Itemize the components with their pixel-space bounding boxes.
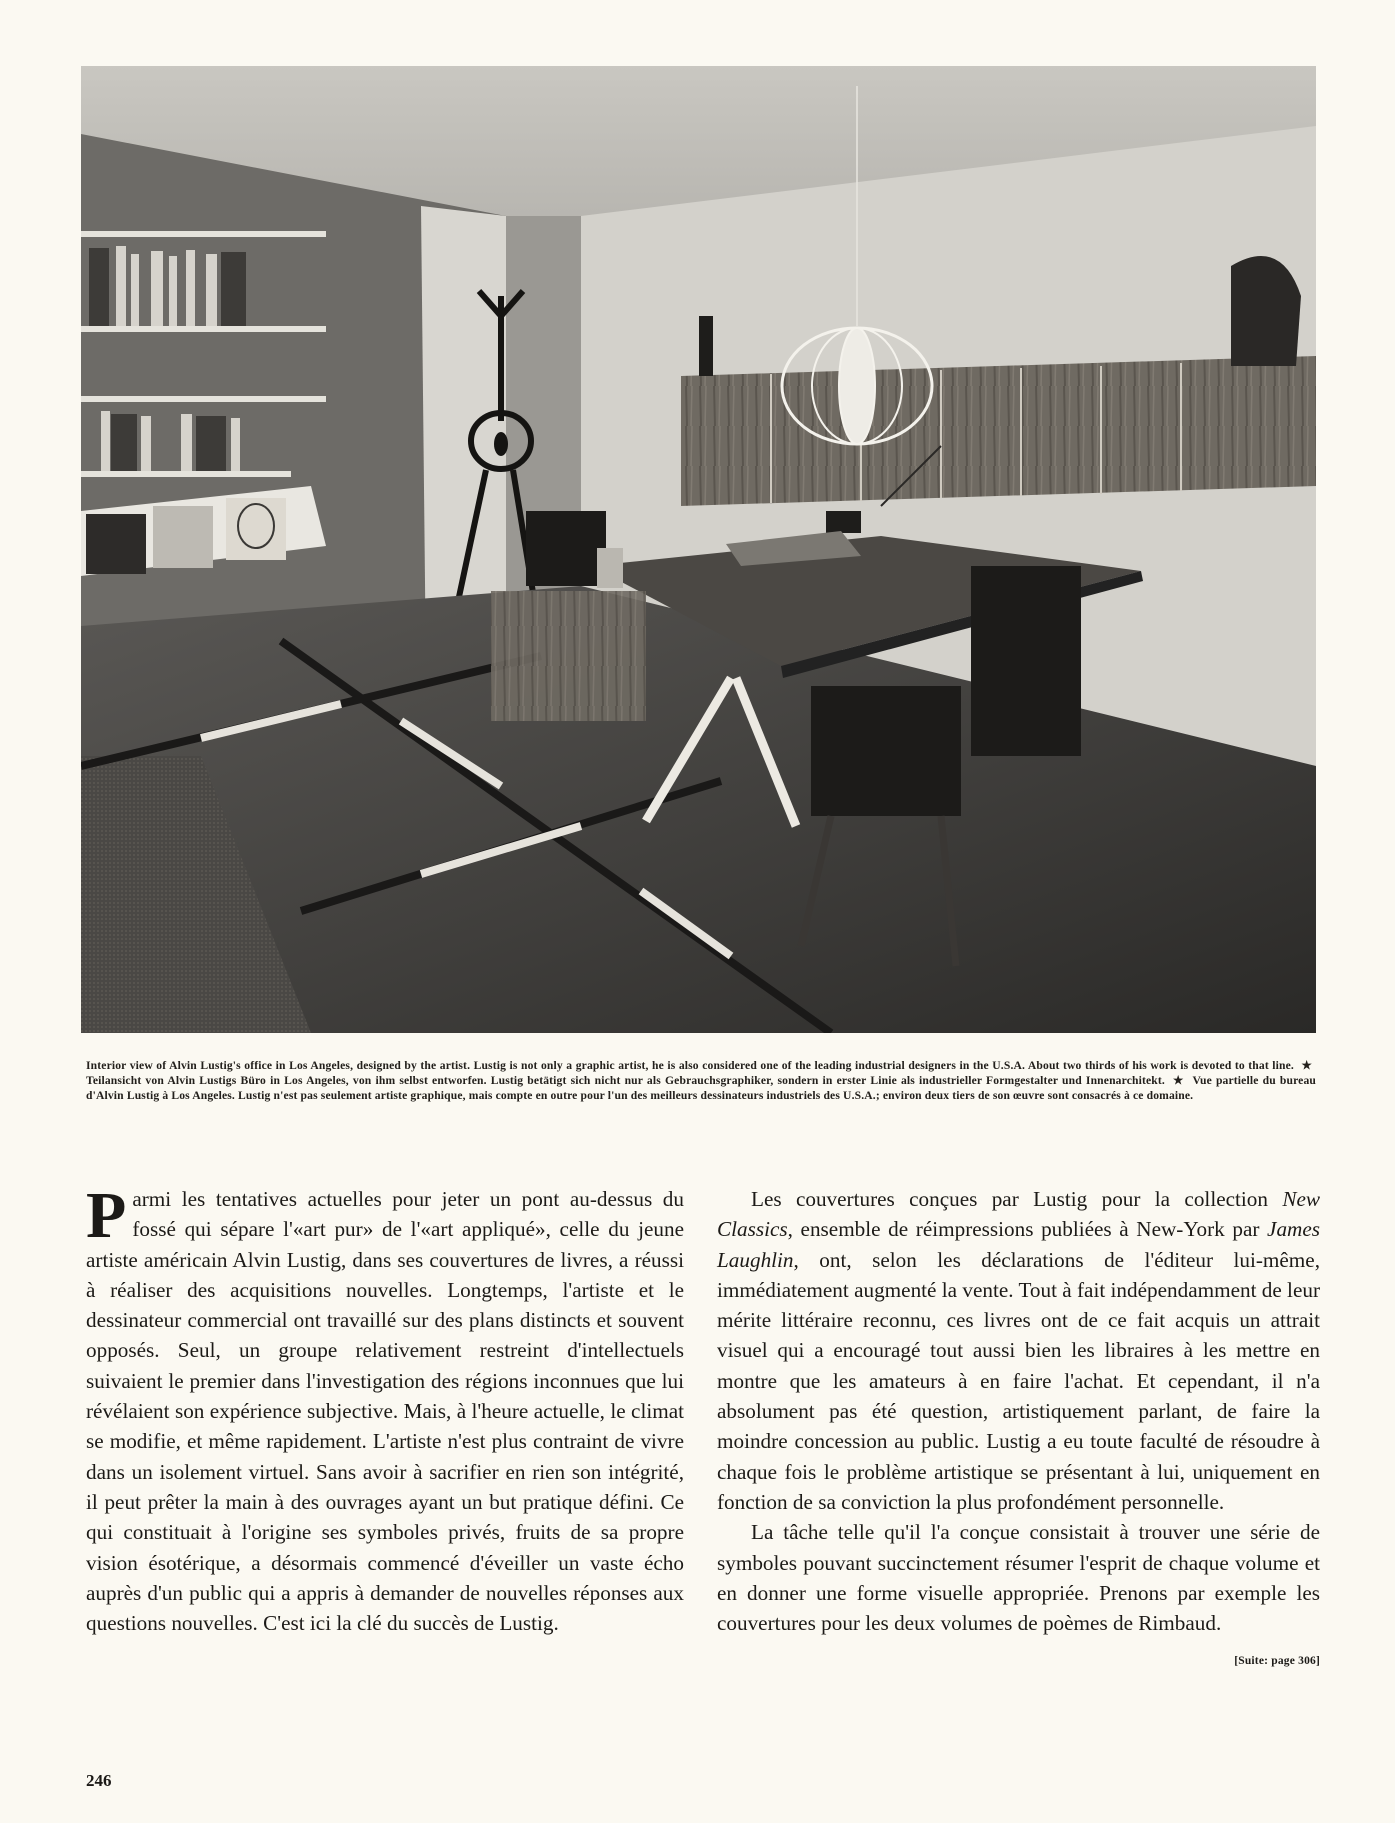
article-paragraph	[86, 1179, 684, 1638]
book-cover-style	[86, 514, 146, 574]
article-column-right	[717, 1184, 1320, 1677]
paragraph-text: , ensemble de réimpressions publiées à New-York par	[787, 1217, 1268, 1242]
caption-french: Vue partielle du bureau d'Alvin Lustig à Los Angeles. Lustig n'est pas seulement artiste graphique, mais compte en outre pour l'un des meilleurs dessinateurs industriels des U.S.A.; environ deux tiers de son œuvre sont consacrés à ce domaine.	[86, 1074, 1317, 1103]
paragraph-text: La tâche telle qu'il l'a conçue consistait à trouver une série de symboles pouvant succinctement résumer l'esprit de chaque volume et en donner une forme visuelle appropriée. Prenons par exemple les couvertures pour les deux volumes de poèmes de Rimbaud.	[717, 1520, 1320, 1636]
continued-on-page-link[interactable]: [Suite: page 306]	[1234, 1655, 1320, 1668]
article-column-left	[86, 1179, 684, 1638]
paragraph-text: Les couvertures conçues par Lustig pour la collection	[751, 1187, 1283, 1211]
star-separator-icon: ★	[1173, 1074, 1185, 1088]
office-interior-photo	[81, 66, 1316, 1033]
star-separator-icon: ★	[1301, 1059, 1312, 1072]
article-paragraph	[717, 1184, 1320, 1517]
paragraph-text: armi les tentatives actuelles pour jeter un pont au-dessus du fossé qui sépare l'«art pur» de l'«art appliqué», celle du jeune artiste américain Alvin Lustig, dans ses couvertures de livres, a réussi à réaliser des acquisitions nouvelles. Longtemps, l'artiste et le dessinateur commercial ont travaillé sur des plans distincts et souvent opposés. Seul, un groupe relativement restreint d'intellectuels suivaient le premier dans l'investigation des régions inconnues que lui révélaient son expérience subjective. Mais, à l'heure actuelle, le climat se modifie, et même rapidement. L'artiste n'est plus contraint de vivre dans un isolement virtuel. Sans avoir à sacrifier en rien son intégrité, il peut prêter la main à des ouvrages ayant un but pratique défini. Ce qui constituait à l'origine ses symboles privés, fruits de sa propre vision ésotérique, a désormais commencé d'éveiller un vaste écho auprès d'un public qui a appris à demander de nouvelles réponses aux questions nouvelles. C'est ici la clé du succès de Lustig.	[86, 1187, 684, 1636]
page-number: 246	[86, 1771, 112, 1790]
paragraph-text: , ont, selon les déclarations de l'éditeur lui-même, immédiatement augmenté la vente. Tout à fait indépendamment de leur mérite littéraire reconnu, ces livres ont de ce fait acquis un attrait visuel qui a encouragé tout aussi bien les libraires à les mettre en montre que les amateurs à en faire l'achat. Et cependant, il n'a absolument pas été question, artistiquement parlant, de faire la moindre concession au public. Lustig a eu toute faculté de résoudre à chaque fois le problème artistique se présentant à lui, uniquement en fonction de sa conviction la plus profondément personnelle.	[717, 1247, 1320, 1514]
series-title-new-classics: New Classics	[717, 1187, 1320, 1242]
drop-cap: P	[86, 1179, 127, 1252]
article-paragraph	[717, 1517, 1320, 1668]
photo-caption	[86, 1058, 1316, 1104]
publisher-name: James Laughlin	[717, 1217, 1320, 1272]
caption-german: Teilansicht von Alvin Lustigs Büro in Los Angeles, von ihm selbst entworfen. Lustig betätigt sich nicht nur als Gebrauchsgraphiker, sondern in erster Linie als industrieller Formgestalter und Innenarchitekt.	[86, 1074, 1165, 1088]
photo-illustration	[81, 66, 1316, 1033]
caption-english: Interior view of Alvin Lustig's office in Los Angeles, designed by the artist. Lustig is not only a graphic artist, he is also considered one of the leading industrial designers in the U.S.A. About two thirds of his work is devoted to that line.	[86, 1059, 1294, 1072]
